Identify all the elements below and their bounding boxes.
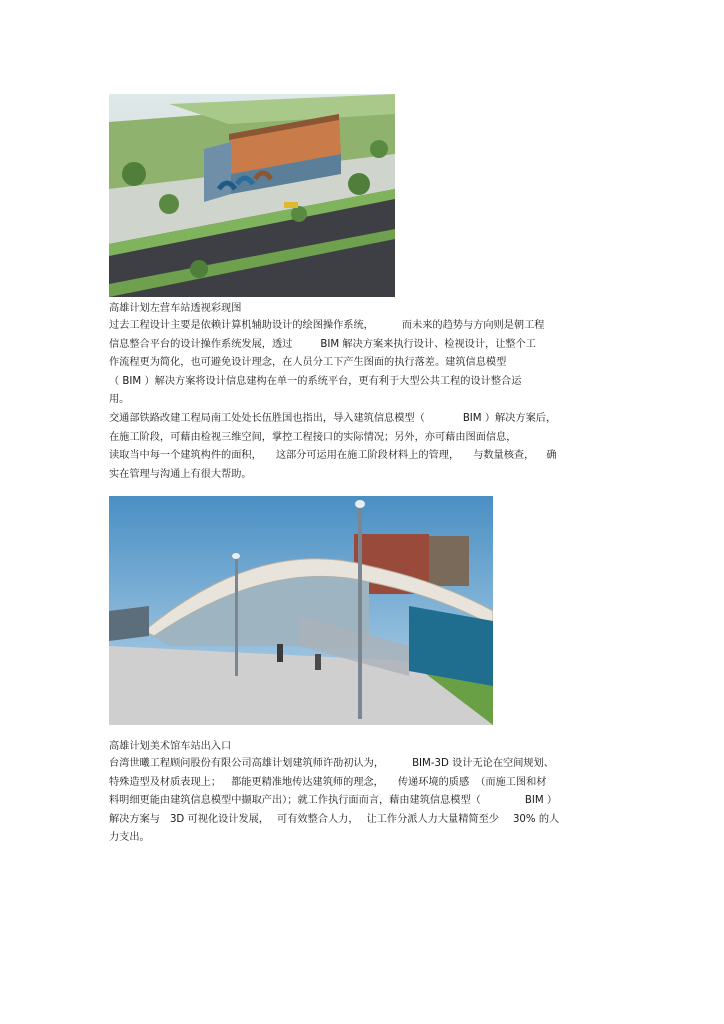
station-perspective-image	[109, 94, 395, 297]
text-line: 在施工阶段，可藉由检视三维空间，掌控工程接口的实际情况；另外，亦可藉由图面信息，	[109, 431, 517, 443]
text-line: 用。	[109, 394, 130, 405]
text-line: 力支出。	[109, 832, 150, 843]
figure2-caption: 高雄计划美术馆车站出入口	[109, 741, 232, 752]
museum-station-rendering	[109, 496, 493, 725]
text-line: （ BIM ）解决方案将设计信息建构在单一的系统平台，更有利于大型公共工程的设计整合运	[109, 375, 522, 387]
text-line: 实在管理与沟通上有很大帮助。	[109, 468, 252, 480]
paragraph-architect-opinion	[109, 755, 629, 848]
paragraph-cad-to-bim	[109, 317, 629, 410]
station-rendering	[109, 94, 395, 297]
museum-station-entrance-image	[109, 496, 493, 725]
text-line: 解决方案与 3D 可视化设计发展， 可有效整合人力， 让工作分派人力大量精简至少 30% 的人	[109, 813, 560, 825]
paragraph-railway-bureau	[109, 410, 629, 484]
text-line: 过去工程设计主要是依赖计算机辅助设计的绘图操作系统， 而未来的趋势与方向则是朝工程	[109, 320, 545, 331]
text-line: 交通部铁路改建工程局南工处处长伍胜国也指出，导入建筑信息模型（ BIM ）解决方案后，	[109, 413, 557, 424]
text-line: 特殊造型及材质表现上； 都能更精准地传达建筑师的理念， 传递环境的质感 （而施工图和材	[109, 776, 547, 788]
text-line: 读取当中每一个建筑构件的面积， 这部分可运用在施工阶段材料上的管理， 与数量核查， 确	[109, 450, 557, 461]
text-line: 信息整合平台的设计操作系统发展，透过 BIM 解决方案来执行设计、检视设计，让整个工	[109, 338, 536, 350]
text-line: 作流程更为简化，也可避免设计理念，在人员分工下产生图面的执行落差。建筑信息模型	[109, 357, 507, 368]
text-line: 料明细更能由建筑信息模型中撷取产出）；就工作执行面而言，藉由建筑信息模型（ BIM ）	[109, 795, 558, 806]
text-line: 台湾世曦工程顾问股份有限公司高雄计划建筑师许劭初认为， BIM-3D 设计无论在空间规划、	[109, 758, 554, 769]
figure1-caption: 高雄计划左营车站透视彩现图	[109, 303, 242, 314]
